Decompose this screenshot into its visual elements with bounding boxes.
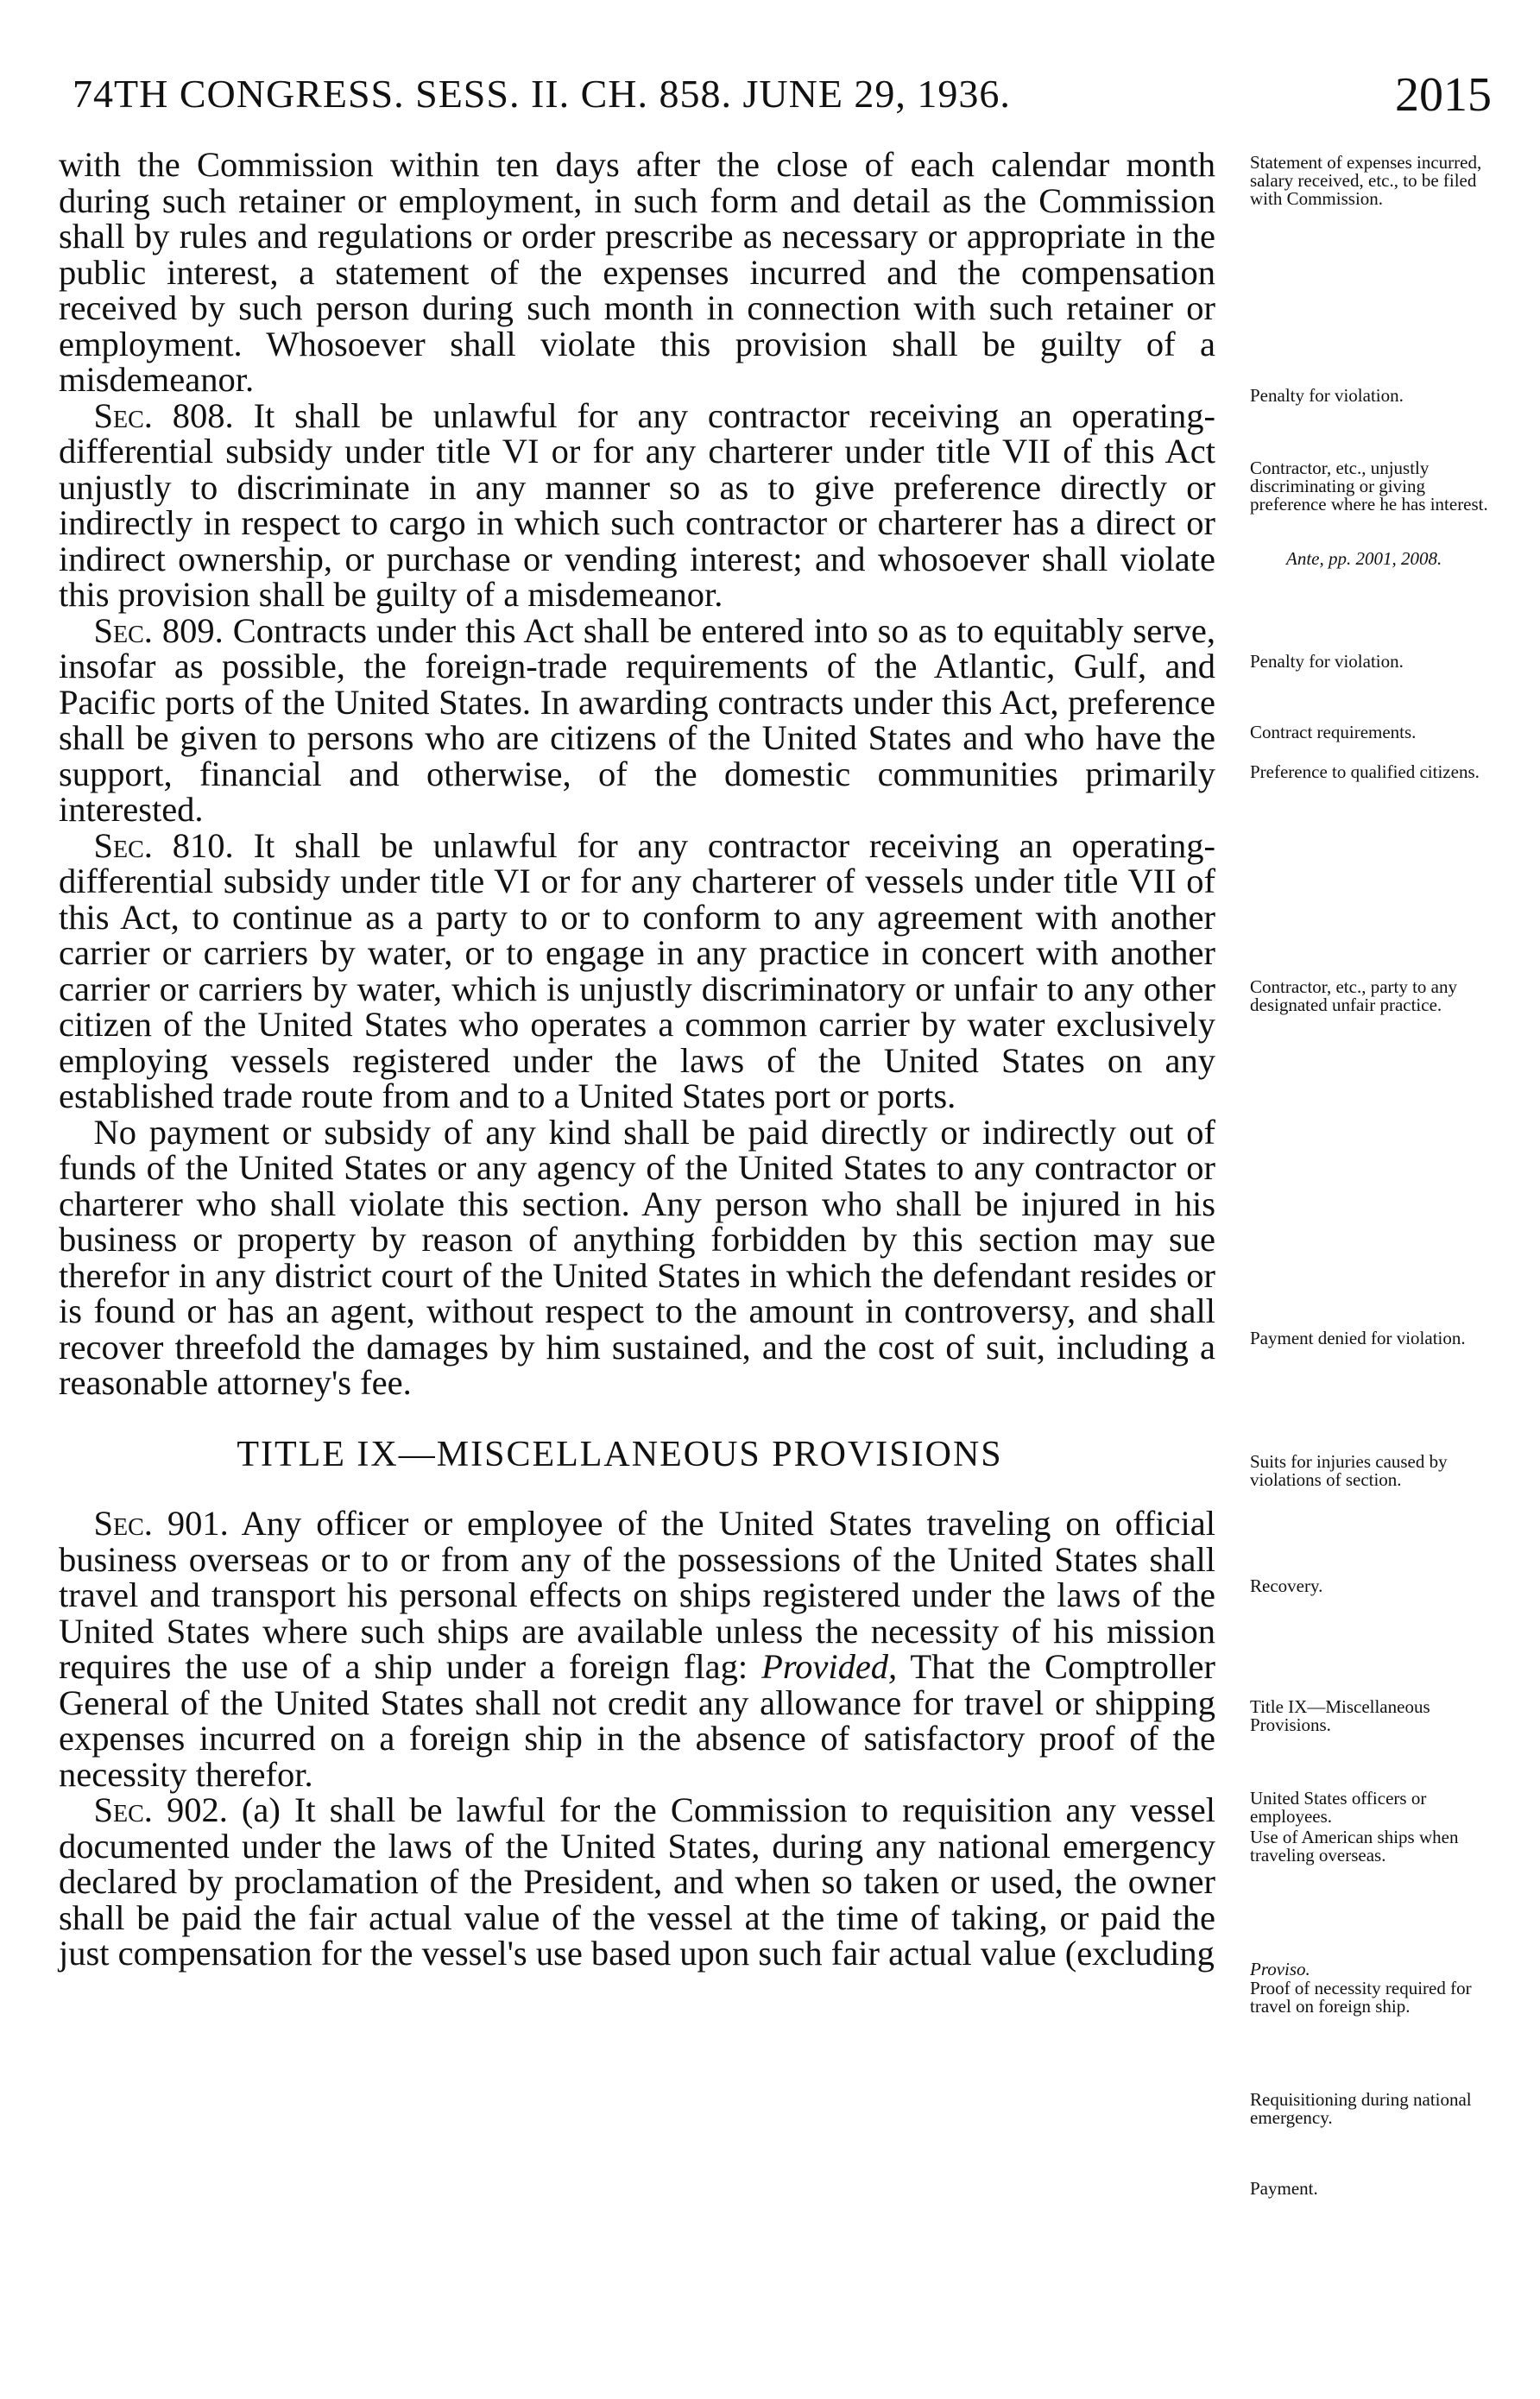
main-text-column: [59, 147, 1215, 1972]
margin-note-american-ships: Use of American ships when traveling overseas.: [1250, 1827, 1459, 1866]
section-808-label: Sec. 808.: [93, 395, 234, 435]
margin-note-proof-of-necessity: Proof of necessity required for travel on foreign ship.: [1250, 1978, 1472, 2017]
margin-note-statement: Statement of expenses incurred, salary received, etc., to be filed with Commission.: [1250, 152, 1482, 209]
ante-reference: Ante, pp. 2001, 2008.: [1286, 548, 1442, 569]
margin-note-penalty-1: Penalty for violation.: [1250, 385, 1404, 406]
section-901-provided: Provided,: [761, 1647, 898, 1686]
section-808-text: It shall be unlawful for any contractor receiving an operating-differential subsidy under title VI or for any charterer under title VII of this Act unjustly to discriminate in any manner so as to give preference directly or indirectly in respect to cargo in which such contractor or charterer has a direct or indirect ownership, or purchase or vending interest; and whosoever shall violate this provision shall be guilty of a misdemeanor.: [59, 395, 1215, 614]
margin-note-proviso: [1250, 1960, 1500, 1979]
margin-note-recovery: Recovery.: [1250, 1575, 1323, 1596]
margin-note-requisitioning: Requisitioning during national emergency.: [1250, 2089, 1472, 2128]
section-810-text: It shall be unlawful for any contractor receiving an operating-differential subsidy under title VI or for any charterer of vessels under title VII of this Act, to continue as a party to or to conform to any agreement with another carrier or carriers by water, or to engage in any practice in concert with another carrier or carriers by water, which is unjustly discriminatory or unfair to any other citizen of the United States who operates a common carrier by water exclusively employing vessels registered under the laws of the United States on any established trade route from and to a United States port or ports.: [59, 825, 1215, 1115]
section-809: [59, 610, 1216, 829]
section-809-label: Sec. 809.: [93, 610, 224, 650]
section-901-text-a: Any officer or employee of the United States traveling on official business overseas or to or from any of the possessions of the United States shall travel and transport his personal effects on ships registered under the laws of the United States where such ships are available unless the necessity of his mission requires the use of a ship under a foreign flag:: [59, 1504, 1215, 1686]
page-number: 2015: [1395, 68, 1492, 122]
page-header: [59, 60, 1492, 121]
section-901-text-b: That the Comptroller General of the United States shall not credit any allowance for travel or shipping expenses incurred on a foreign ship in the absence of satisfactory proof of the necessity therefor.: [59, 1647, 1215, 1794]
section-809-text: Contracts under this Act shall be entered into so as to equitably serve, insofar as possible, the foreign-trade requirements of the Atlantic, Gulf, and Pacific ports of the United States. In awarding contracts under this Act, preference shall be given to persons who are citizens of the United States and who have the support, financial and otherwise, of the domestic communities primarily interested.: [59, 610, 1216, 829]
margin-note-preference: Preference to qualified citizens.: [1250, 761, 1480, 782]
running-head: 74TH CONGRESS. SESS. II. CH. 858. JUNE 29, 1936.: [73, 72, 1011, 116]
section-902-label: Sec. 902.: [93, 1790, 228, 1829]
margin-note-penalty-2: Penalty for violation.: [1250, 651, 1404, 672]
margin-note-unfair-practice: Contractor, etc., party to any designated unfair practice.: [1250, 976, 1457, 1015]
section-901: [59, 1506, 1215, 1792]
margin-note-payment-denied: Payment denied for violation.: [1250, 1328, 1466, 1348]
paragraph-payment-denied: [59, 1114, 1215, 1401]
margin-note-payment: Payment.: [1250, 2178, 1318, 2199]
section-810-label: Sec. 810.: [93, 825, 234, 865]
margin-note-contract-requirements: Contract requirements.: [1250, 722, 1417, 742]
section-902-text: (a) It shall be lawful for the Commission to requisition any vessel documented under the laws of the United States, during any national emergency declared by proclamation of the President, and when so taken or used, the owner shall be paid the fair actual value of the vessel at the time of taking, or paid the just compensation for the vessel's use based upon such fair actual value (excluding: [59, 1790, 1216, 1973]
section-901-label: Sec. 901.: [93, 1504, 229, 1543]
title-ix-heading: TITLE IX—MISCELLANEOUS PROVISIONS: [237, 1434, 1003, 1474]
margin-note-contractor-discriminating: Contractor, etc., unjustly discriminating or giving preference where he has interest.: [1250, 458, 1488, 515]
margin-note-us-officers: United States officers or employees.: [1250, 1788, 1427, 1827]
margin-note-title-ix: Title IX—Miscellaneous Provisions.: [1250, 1696, 1430, 1735]
paragraph-statement-of-expenses: with the Commission within ten days after the close of each calendar month during such retainer or employment, in such form and detail as the Commission shall by rules and regulations or order prescribe as necessary or appropriate in the public interest, a statement of the expenses incurred and the compensation received by such person during such month in connection with such retainer or employment. Whosoever shall violate this provision shall be guilty of a misdemeanor.: [59, 145, 1215, 399]
margin-note-ante-reference: [1286, 550, 1537, 568]
proviso-label: Proviso.: [1250, 1959, 1310, 1979]
margin-note-suits-for-injuries: Suits for injuries caused by violations of section.: [1250, 1451, 1448, 1490]
section-902: [59, 1792, 1215, 1972]
section-808: [59, 395, 1215, 614]
section-810: [59, 825, 1215, 1115]
payment-denied-text: No payment or subsidy of any kind shall be paid directly or indirectly out of funds of the United States or any agency of the United States to any contractor or charterer who shall violate this section. Any person who shall be injured in his business or property by reason of anything forbidden by this section may sue therefor in any district court of the United States in which the defendant resides or is found or has an agent, without respect to the amount in controversy, and shall recover threefold the damages by him sustained, and the cost of suit, including a reasonable attorney's fee.: [59, 1112, 1215, 1402]
